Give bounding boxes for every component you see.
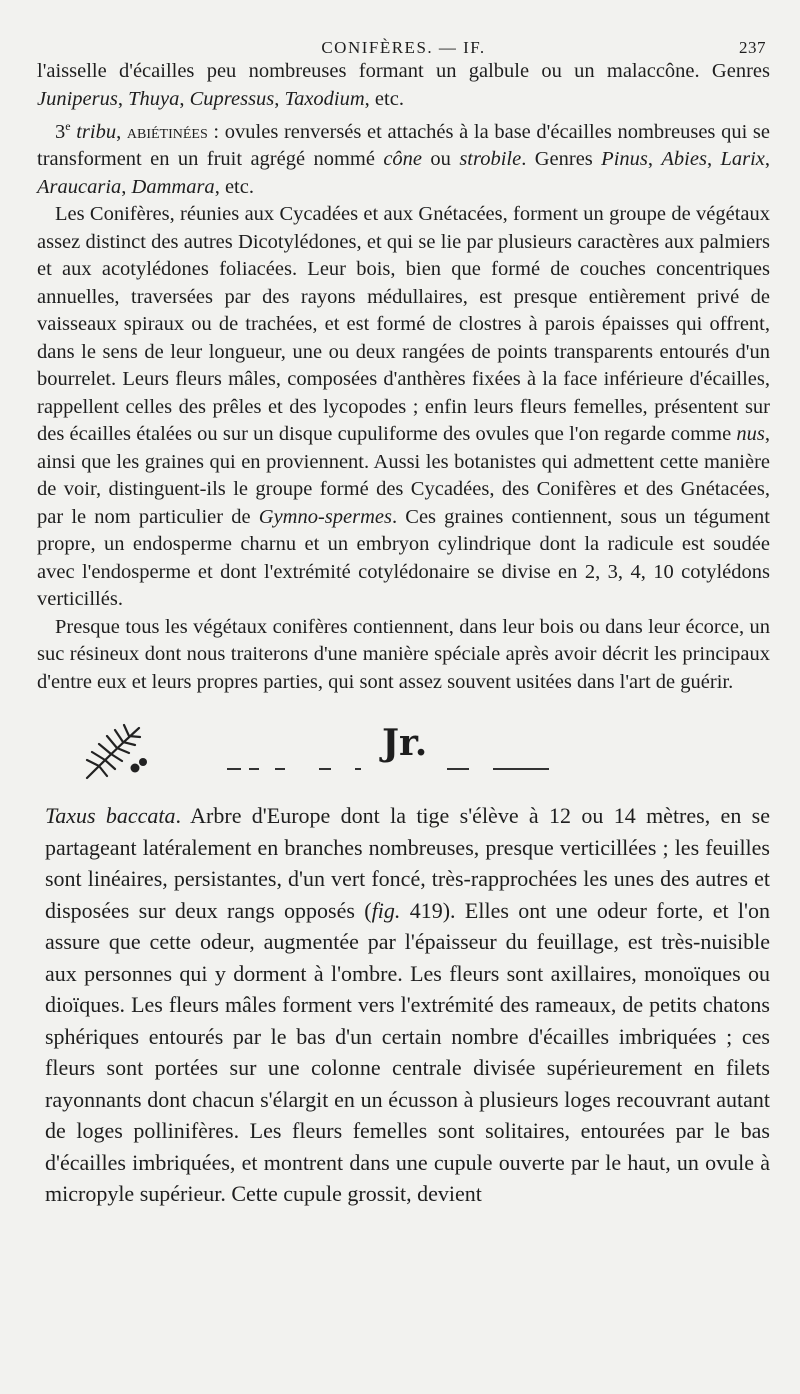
text-run: ou [422,148,460,171]
genus-name: Juniperus [37,87,118,110]
genus-name: Larix [720,148,765,171]
text-run: : ovules renversés et attachés à la base d'écailles nombreuses qui se transforment en un fruit agrégé nommé [37,120,770,171]
running-title: CONIFÈRES. — IF. [321,38,486,57]
genus-name: Taxodium [284,87,365,110]
term-cone: cône [383,148,423,171]
term-nus: nus [736,423,765,446]
paragraph-malaccone: l'aisselle d'écailles peu nombreuses formant un galbule ou un malaccône. Genres Juniperus, Thuya, Cupressus, Taxodium, etc. [37,60,770,110]
text-run: Les Conifères, réunies aux Cycadées et aux Gnétacées, forment un groupe de végétaux assez distinct des autres Dicotylédones, et qui se lie par plusieurs caractères aux palmiers et aux acotylédones foliacées. Leur bois, bien que formé de couches concentriques annuelles, traversées par des rayons médullaires, est presque entièrement privé de vaisseaux spiraux ou de trachées, et est formé de clostres à parois épaisses qui offrent, dans le sens de leur longueur, une ou deux rangées de points transparents entourés d'un bourrelet. Leurs fleurs mâles, composées d'anthères fixées à la face inférieure d'écailles, rappellent celles des prêles et des lycopodes ; enfin leurs fleurs femelles, présentent sur des écailles étalées ou sur un disque cupuliforme des ovules que l'on regarde comme [37,203,770,446]
text-run: , etc. [214,175,254,198]
text-run: . Ces graines contiennent, sous un tégument propre, un endosperme charnu et un embryon cylindrique dont la radicule est soudée avec l'endosperme et dont l'extrémité cotylédonaire se divise en 2, 3, 4, 10 cotylédons verticillés. [37,505,770,611]
paragraph-resin: Presque tous les végétaux conifères contiennent, dans leur bois ou dans leur écorce, un suc résineux dont nous traiterons d'une manière spéciale après avoir décrit les principaux d'entre eux et leurs propres parties, qui sont assez souvent usitées dans l'art de guérir. [37,615,770,693]
species-name: Taxus baccata [45,803,176,829]
berry-icon [131,764,140,773]
section-separator [37,700,770,800]
dash-rule [249,768,259,770]
term-strobile: strobile [459,148,522,171]
genus-name: Abies [661,148,707,171]
genus-name: Pinus [601,148,648,171]
tribe-number: 3 [55,120,66,143]
term-gymnospermes: Gymno-spermes [258,505,392,528]
dash-rule [447,768,469,770]
paragraph-conifer-description [37,201,770,614]
text-run: . Arbre d'Europe dont la tige s'élève à 12 ou 14 mètres, en se partageant latéralement en branches nombreuses, presque verticillées ; les feuilles sont linéaires, persistantes, d'un vert foncé, très-rapprochées les unes des autres et disposées sur deux rangs opposés ( [45,803,770,923]
dash-rule [275,768,285,770]
paragraph-taxus-baccata [37,800,770,1210]
section-code: Jr. [382,722,428,765]
genus-name: Araucaria [37,175,122,198]
ordinal-suffix: e [65,119,71,133]
genus-name: Dammara [131,175,215,198]
text-run: l'aisselle d'écailles peu nombreuses formant un galbule ou un malaccône. Genres [37,60,770,82]
section-taxus [37,800,770,1210]
genus-name: Thuya [128,87,180,110]
genus-name: Cupressus [189,87,275,110]
text-run: , ainsi que les graines qui en proviennent. Aussi les botanistes qui admettent cette manière de voir, distinguent-ils le groupe formé des Cycadées, des Conifères et des Gnétacées, par le nom particulier de [37,423,770,528]
figure-ref: fig. [371,897,401,923]
tribe-word: tribu [76,120,117,143]
tribe-name: abiétinées [126,120,208,143]
running-header [37,0,770,58]
text-run: , etc. [364,87,404,110]
taxus-sprig-ornament [77,718,157,786]
dash-rule [355,768,361,770]
berry-icon [139,758,147,766]
page-number: 237 [739,38,766,57]
dash-rule [493,768,549,770]
section-conifer-tribes [37,58,770,696]
text-run: ). Elles ont une odeur forte, et l'on assure que cette odeur, augmentée par l'épaisseur du feuillage, est très-nuisible aux personnes qui y dorment à l'ombre. Les fleurs sont axillaires, monoïques ou dioïques. Les fleurs mâles forment vers l'extrémité des rameaux, de petits chatons sphériques entourés par le bas d'un certain nombre d'écailles imbriquées ; ces fleurs sont portées sur une colonne centrale divisée supérieurement en filets rayonnants dont chacun s'élargit en un écusson à plusieurs loges recouvrant autant de loges pollinifères. Les fleurs femelles sont solitaires, entourées par le bas d'écailles imbriquées, et montrent dans une cupule ouverte par le haut, un ovule à micropyle supérieur. Cette cupule grossit, devient [45,897,770,1207]
paragraph-abietinees: 3e tribu, abiétinées : ovules renversés et attachés à la base d'écailles nombreuses qui se transforment en un fruit agrégé nommé cône ou strobile. Genres Pinus, Abies, Larix, Araucaria, Dammara, etc. [37,119,771,198]
dash-rule [319,768,331,770]
text-run: . Genres [521,148,602,171]
figure-number: 419 [400,897,443,923]
dash-rule [227,768,241,770]
